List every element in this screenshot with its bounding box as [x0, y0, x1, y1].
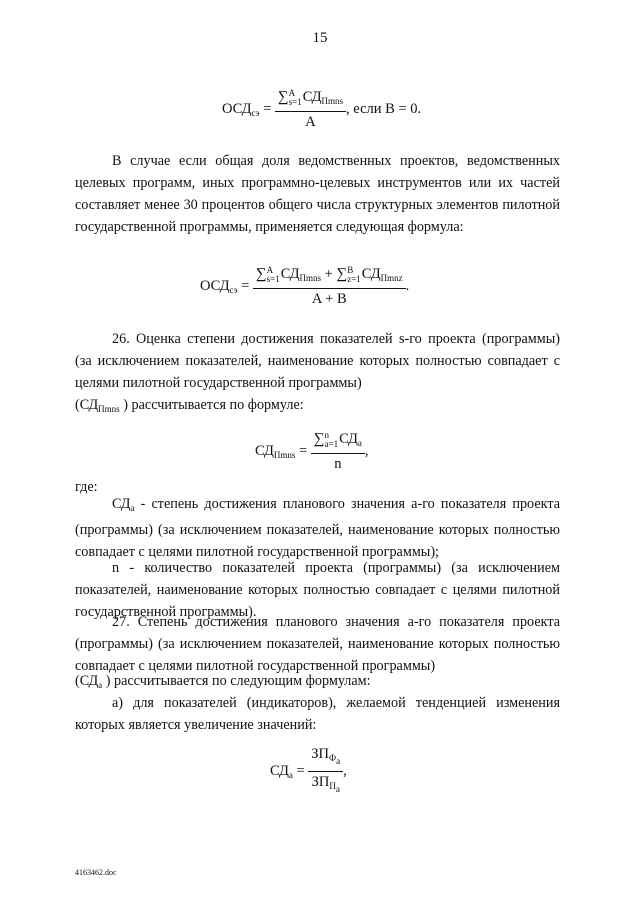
- formula-tail: ,: [364, 442, 369, 459]
- paragraph-text: ) рассчитывается по следующим формулам:: [105, 673, 371, 689]
- zp-sub: [329, 753, 341, 766]
- definition-sd-a: [75, 493, 560, 563]
- sum-limits: [289, 89, 302, 107]
- symbol-sd: СД: [112, 496, 131, 512]
- zp-sub-letter: Ф: [329, 753, 337, 763]
- formula-eq: =: [296, 762, 305, 779]
- fraction-denominator: [308, 772, 343, 798]
- fraction: [275, 88, 346, 131]
- formula-lhs: СД: [270, 762, 289, 779]
- where-label: где:: [75, 479, 98, 495]
- fraction-numerator: [275, 88, 346, 112]
- paragraph-item-27a: а) для показателей (индикаторов), желаемой тенденцией изменения которых является увеличение значений:: [75, 695, 560, 733]
- formula-sd-a: [270, 745, 347, 798]
- sum-upper: n: [324, 429, 329, 440]
- symbol-sd-sub: a: [130, 503, 135, 513]
- sum-term: СД: [361, 266, 381, 282]
- fraction-denominator: A: [305, 114, 316, 130]
- paragraph-text: ) рассчитывается по формуле:: [123, 397, 304, 413]
- zp-sub: [329, 781, 340, 794]
- formula-osd-a-plus-b: [200, 265, 409, 308]
- zp-symbol: ЗП: [311, 774, 330, 790]
- symbol-sd: СД: [79, 397, 99, 413]
- fraction: [308, 745, 343, 798]
- file-footer: 4163462.doc: [75, 868, 117, 877]
- symbol-sd: СД: [79, 673, 99, 689]
- formula-lhs-sub: a: [288, 769, 293, 780]
- sum-limits: [325, 431, 339, 449]
- definition-n: n - количество показателей проекта (программы) (за исключением показателей, наименование которых полностью совпадает с целями пилотной государственной программы).: [75, 560, 560, 620]
- zp-subsub: a: [335, 784, 340, 794]
- symbol-sd-sub: Пmns: [98, 404, 120, 414]
- paragraph-share-condition: В случае если общая доля ведомственных проектов, ведомственных целевых программ, иных программно-целевых инструментов или их частей составляет менее 30 процентов общего числа структурных элементов пилотной государственной программы, применяется следующая формула:: [75, 153, 560, 235]
- formula-lhs-sub: сэ: [251, 107, 260, 118]
- paragraph-item-26-cont: [75, 394, 560, 420]
- sum-symbol: ∑: [336, 266, 348, 282]
- sum-term-sub: Пmns: [299, 273, 322, 283]
- sum-lower: a=1: [324, 438, 339, 449]
- sum-term-sub: Пmns: [321, 96, 344, 106]
- sum-upper: A: [288, 87, 296, 98]
- fraction-denominator: A + B: [311, 291, 347, 307]
- formula-lhs: ОСД: [200, 277, 230, 294]
- page-number: 15: [312, 30, 328, 46]
- plus-sign: +: [324, 266, 333, 282]
- paragraph-item-27: 27. Степень достижения планового значения a-го показателя проекта (программы) (за исключением показателей, наименование которых полностью совпадает с целями пилотной государственной программы): [75, 614, 560, 674]
- paragraph-item-26: 26. Оценка степени достижения показателей s-го проекта (программы) (за исключением показателей, наименование которых полностью совпадает с целями пилотной государственной программы): [75, 331, 560, 391]
- sum-term: СД: [280, 266, 300, 282]
- zp-symbol: ЗП: [311, 746, 330, 762]
- paren-open: (: [75, 673, 80, 689]
- formula-lhs-sub: сэ: [229, 284, 238, 295]
- sum-lower: s=1: [266, 273, 280, 284]
- formula-tail: , если B = 0.: [346, 100, 422, 117]
- fraction: [311, 430, 365, 473]
- fraction: [253, 265, 406, 308]
- fraction-numerator: [308, 745, 343, 772]
- fraction-numerator: [311, 430, 365, 454]
- sum-term: СД: [302, 89, 322, 105]
- sum-symbol: ∑: [313, 431, 325, 447]
- sum-symbol: ∑: [255, 266, 267, 282]
- sum-symbol: ∑: [277, 89, 289, 105]
- sum-upper: A: [266, 264, 274, 275]
- paren-open: (: [75, 397, 80, 413]
- formula-lhs: СД: [255, 442, 274, 459]
- fraction-denominator: n: [334, 456, 342, 472]
- sum-limits: [267, 266, 280, 284]
- formula-eq: =: [241, 277, 250, 294]
- sum-limits: [347, 266, 361, 284]
- formula-eq: =: [298, 442, 308, 459]
- sum-lower: s=1: [288, 96, 302, 107]
- sum-upper: B: [347, 264, 354, 275]
- formula-tail: .: [405, 277, 410, 294]
- sum-term: СД: [339, 431, 358, 447]
- zp-sub-letter: П: [329, 781, 336, 791]
- zp-subsub: a: [336, 756, 341, 766]
- fraction-numerator: [253, 265, 406, 289]
- formula-lhs-sub: Пmns: [273, 449, 296, 460]
- symbol-sd-sub: a: [98, 680, 103, 690]
- sum-term-sub: a: [357, 438, 362, 448]
- formula-lhs: ОСД: [222, 100, 252, 117]
- formula-eq: =: [263, 100, 272, 117]
- sum-term-sub: Пmnz: [380, 273, 403, 283]
- formula-sd-pmns: [255, 430, 369, 473]
- definition-text: - степень достижения планового значения a-го показателя проекта (программы) (за исключением показателей, наименование которых полностью совпадает с целями пилотной государственной программы);: [75, 496, 560, 560]
- formula-osd-b-zero: [222, 88, 421, 131]
- formula-tail: ,: [343, 762, 347, 779]
- sum-lower: z=1: [347, 273, 361, 284]
